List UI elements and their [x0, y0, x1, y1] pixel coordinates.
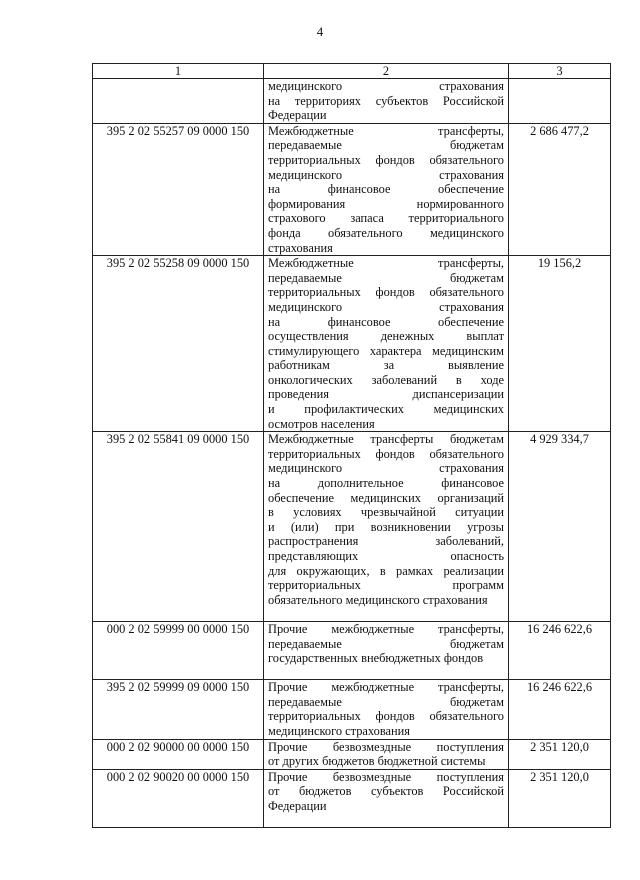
budget-code-cell: 000 2 02 59999 00 0000 150	[93, 622, 264, 680]
description-line: Межбюджетные трансферты,	[268, 256, 504, 271]
description-cell	[264, 622, 509, 680]
description-line: на территориях субъектов Российской	[268, 93, 504, 108]
description-line: передаваемые бюджетам	[268, 636, 504, 651]
budget-code-cell: 395 2 02 55258 09 0000 150	[93, 256, 264, 432]
budget-code-cell: 000 2 02 90020 00 0000 150	[93, 769, 264, 827]
description-line: медицинского страхования	[268, 167, 504, 182]
column-header-amount: 3	[509, 64, 611, 79]
description-line: медицинского страхования	[268, 461, 504, 476]
description-line: онкологических заболеваний в ходе	[268, 372, 504, 387]
description-line: на дополнительное финансовое	[268, 476, 504, 491]
table-row	[93, 79, 611, 124]
table-body	[93, 79, 611, 828]
table-row	[93, 680, 611, 739]
table-row	[93, 256, 611, 432]
description-line: на финансовое обеспечение	[268, 182, 504, 197]
description-cell	[264, 680, 509, 739]
amount-cell	[509, 79, 611, 124]
description-line: на финансовое обеспечение	[268, 314, 504, 329]
description-line: передаваемые бюджетам	[268, 694, 504, 709]
budget-code-cell: 000 2 02 90000 00 0000 150	[93, 739, 264, 769]
description-line: Межбюджетные трансферты бюджетам	[268, 432, 504, 447]
description-line: от бюджетов субъектов Российской	[268, 784, 504, 799]
description-line: проведения диспансеризации	[268, 387, 504, 402]
description-line: осмотров населения	[268, 416, 375, 431]
description-line: Прочие безвозмездные поступления	[268, 739, 504, 754]
description-line: Межбюджетные трансферты,	[268, 123, 504, 138]
amount-cell: 2 351 120,0	[509, 739, 611, 769]
description-line: и профилактических медицинских	[268, 402, 504, 417]
description-line: территориальных фондов обязательного	[268, 285, 504, 300]
description-cell	[264, 123, 509, 255]
budget-revenue-table	[92, 63, 611, 828]
table-header-row	[93, 64, 611, 79]
description-line: представляющих опасность	[268, 549, 504, 563]
description-line: формирования нормированного	[268, 196, 504, 211]
description-line: территориальных фондов обязательного	[268, 446, 504, 461]
description-line: медицинского страхования	[268, 724, 410, 739]
budget-code-cell	[93, 79, 264, 124]
amount-cell: 2 686 477,2	[509, 123, 611, 255]
amount-cell: 19 156,2	[509, 256, 611, 432]
description-cell	[264, 769, 509, 827]
amount-cell: 16 246 622,6	[509, 622, 611, 680]
budget-code-cell: 395 2 02 55257 09 0000 150	[93, 123, 264, 255]
description-line: медицинского страхования	[268, 79, 504, 93]
description-cell	[264, 79, 509, 124]
table-row	[93, 123, 611, 255]
description-cell	[264, 739, 509, 769]
description-line: стимулирующего характера медицинским	[268, 343, 504, 358]
table-row	[93, 739, 611, 769]
description-line: Федерации	[268, 799, 327, 813]
description-line: территориальных фондов обязательного	[268, 709, 504, 724]
budget-code-cell: 395 2 02 59999 09 0000 150	[93, 680, 264, 739]
description-line: медицинского страхования	[268, 299, 504, 314]
description-line: фонда обязательного медицинского	[268, 225, 504, 240]
amount-cell: 16 246 622,6	[509, 680, 611, 739]
description-line: территориальных программ	[268, 578, 504, 593]
column-header-code: 1	[93, 64, 264, 79]
description-cell	[264, 432, 509, 622]
table-row	[93, 622, 611, 680]
description-line: Прочие межбюджетные трансферты,	[268, 680, 504, 695]
amount-cell: 4 929 334,7	[509, 432, 611, 622]
column-header-description: 2	[264, 64, 509, 79]
description-line: Прочие межбюджетные трансферты,	[268, 622, 504, 637]
description-line: страхования	[268, 240, 333, 255]
description-line: государственных внебюджетных фондов	[268, 651, 484, 666]
description-line: для окружающих, в рамках реализации	[268, 563, 504, 578]
description-line: передаваемые бюджетам	[268, 138, 504, 153]
description-line: распространения заболеваний,	[268, 534, 504, 549]
table-row	[93, 432, 611, 622]
description-line: осуществления денежных выплат	[268, 329, 504, 344]
amount-cell: 2 351 120,0	[509, 769, 611, 827]
description-line: территориальных фондов обязательного	[268, 152, 504, 167]
description-line: от других бюджетов бюджетной системы	[268, 754, 486, 769]
description-line: и (или) при возникновении угрозы	[268, 519, 504, 534]
description-line: обеспечение медицинских организаций	[268, 490, 504, 505]
description-line: обязательного медицинского страхования	[268, 592, 488, 607]
page-number: 4	[316, 24, 324, 39]
description-line: передаваемые бюджетам	[268, 270, 504, 285]
description-line: в условиях чрезвычайной ситуации	[268, 505, 504, 520]
description-cell	[264, 256, 509, 432]
table-row	[93, 769, 611, 827]
budget-code-cell: 395 2 02 55841 09 0000 150	[93, 432, 264, 622]
description-line: Прочие безвозмездные поступления	[268, 769, 504, 784]
description-line: Федерации	[268, 108, 327, 123]
description-line: работникам за выявление	[268, 358, 504, 373]
description-line: страхового запаса территориального	[268, 211, 504, 226]
